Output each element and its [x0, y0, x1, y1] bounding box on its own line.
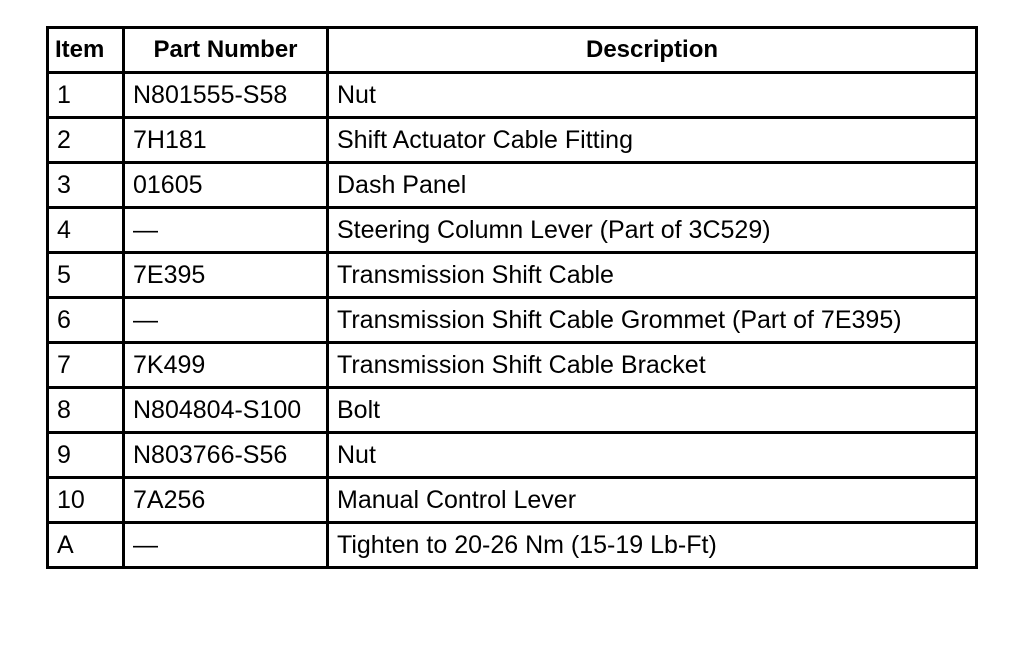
item-cell: 10 — [48, 478, 124, 523]
description-cell: Steering Column Lever (Part of 3C529) — [328, 208, 977, 253]
item-cell: 9 — [48, 433, 124, 478]
part-number-cell: — — [124, 298, 328, 343]
item-cell: 1 — [48, 73, 124, 118]
description-cell: Transmission Shift Cable — [328, 253, 977, 298]
table-row — [48, 433, 977, 478]
part-number-cell: 01605 — [124, 163, 328, 208]
description-cell: Bolt — [328, 388, 977, 433]
description-cell: Tighten to 20-26 Nm (15-19 Lb-Ft) — [328, 523, 977, 568]
parts-table — [46, 26, 978, 569]
part-number-cell: N801555-S58 — [124, 73, 328, 118]
item-cell: A — [48, 523, 124, 568]
table-row — [48, 163, 977, 208]
part-number-cell: 7A256 — [124, 478, 328, 523]
header-item: Item — [48, 28, 124, 73]
part-number-cell: N803766-S56 — [124, 433, 328, 478]
header-part-number: Part Number — [124, 28, 328, 73]
part-number-cell: — — [124, 208, 328, 253]
table-row — [48, 388, 977, 433]
item-cell: 4 — [48, 208, 124, 253]
header-description: Description — [328, 28, 977, 73]
description-cell: Shift Actuator Cable Fitting — [328, 118, 977, 163]
description-cell: Nut — [328, 73, 977, 118]
part-number-cell: 7K499 — [124, 343, 328, 388]
table-row — [48, 253, 977, 298]
description-cell: Transmission Shift Cable Grommet (Part of 7E395) — [328, 298, 977, 343]
part-number-cell: 7E395 — [124, 253, 328, 298]
item-cell: 5 — [48, 253, 124, 298]
table-row — [48, 298, 977, 343]
item-cell: 8 — [48, 388, 124, 433]
table-row — [48, 343, 977, 388]
table-header-row — [48, 28, 977, 73]
description-cell: Nut — [328, 433, 977, 478]
table-row — [48, 523, 977, 568]
description-cell: Transmission Shift Cable Bracket — [328, 343, 977, 388]
item-cell: 7 — [48, 343, 124, 388]
table-row — [48, 208, 977, 253]
table-row — [48, 478, 977, 523]
description-cell: Dash Panel — [328, 163, 977, 208]
table-row — [48, 118, 977, 163]
part-number-cell: 7H181 — [124, 118, 328, 163]
table-body — [48, 73, 977, 568]
table-header — [48, 28, 977, 73]
description-cell: Manual Control Lever — [328, 478, 977, 523]
table-row — [48, 73, 977, 118]
part-number-cell: — — [124, 523, 328, 568]
item-cell: 3 — [48, 163, 124, 208]
item-cell: 6 — [48, 298, 124, 343]
item-cell: 2 — [48, 118, 124, 163]
part-number-cell: N804804-S100 — [124, 388, 328, 433]
